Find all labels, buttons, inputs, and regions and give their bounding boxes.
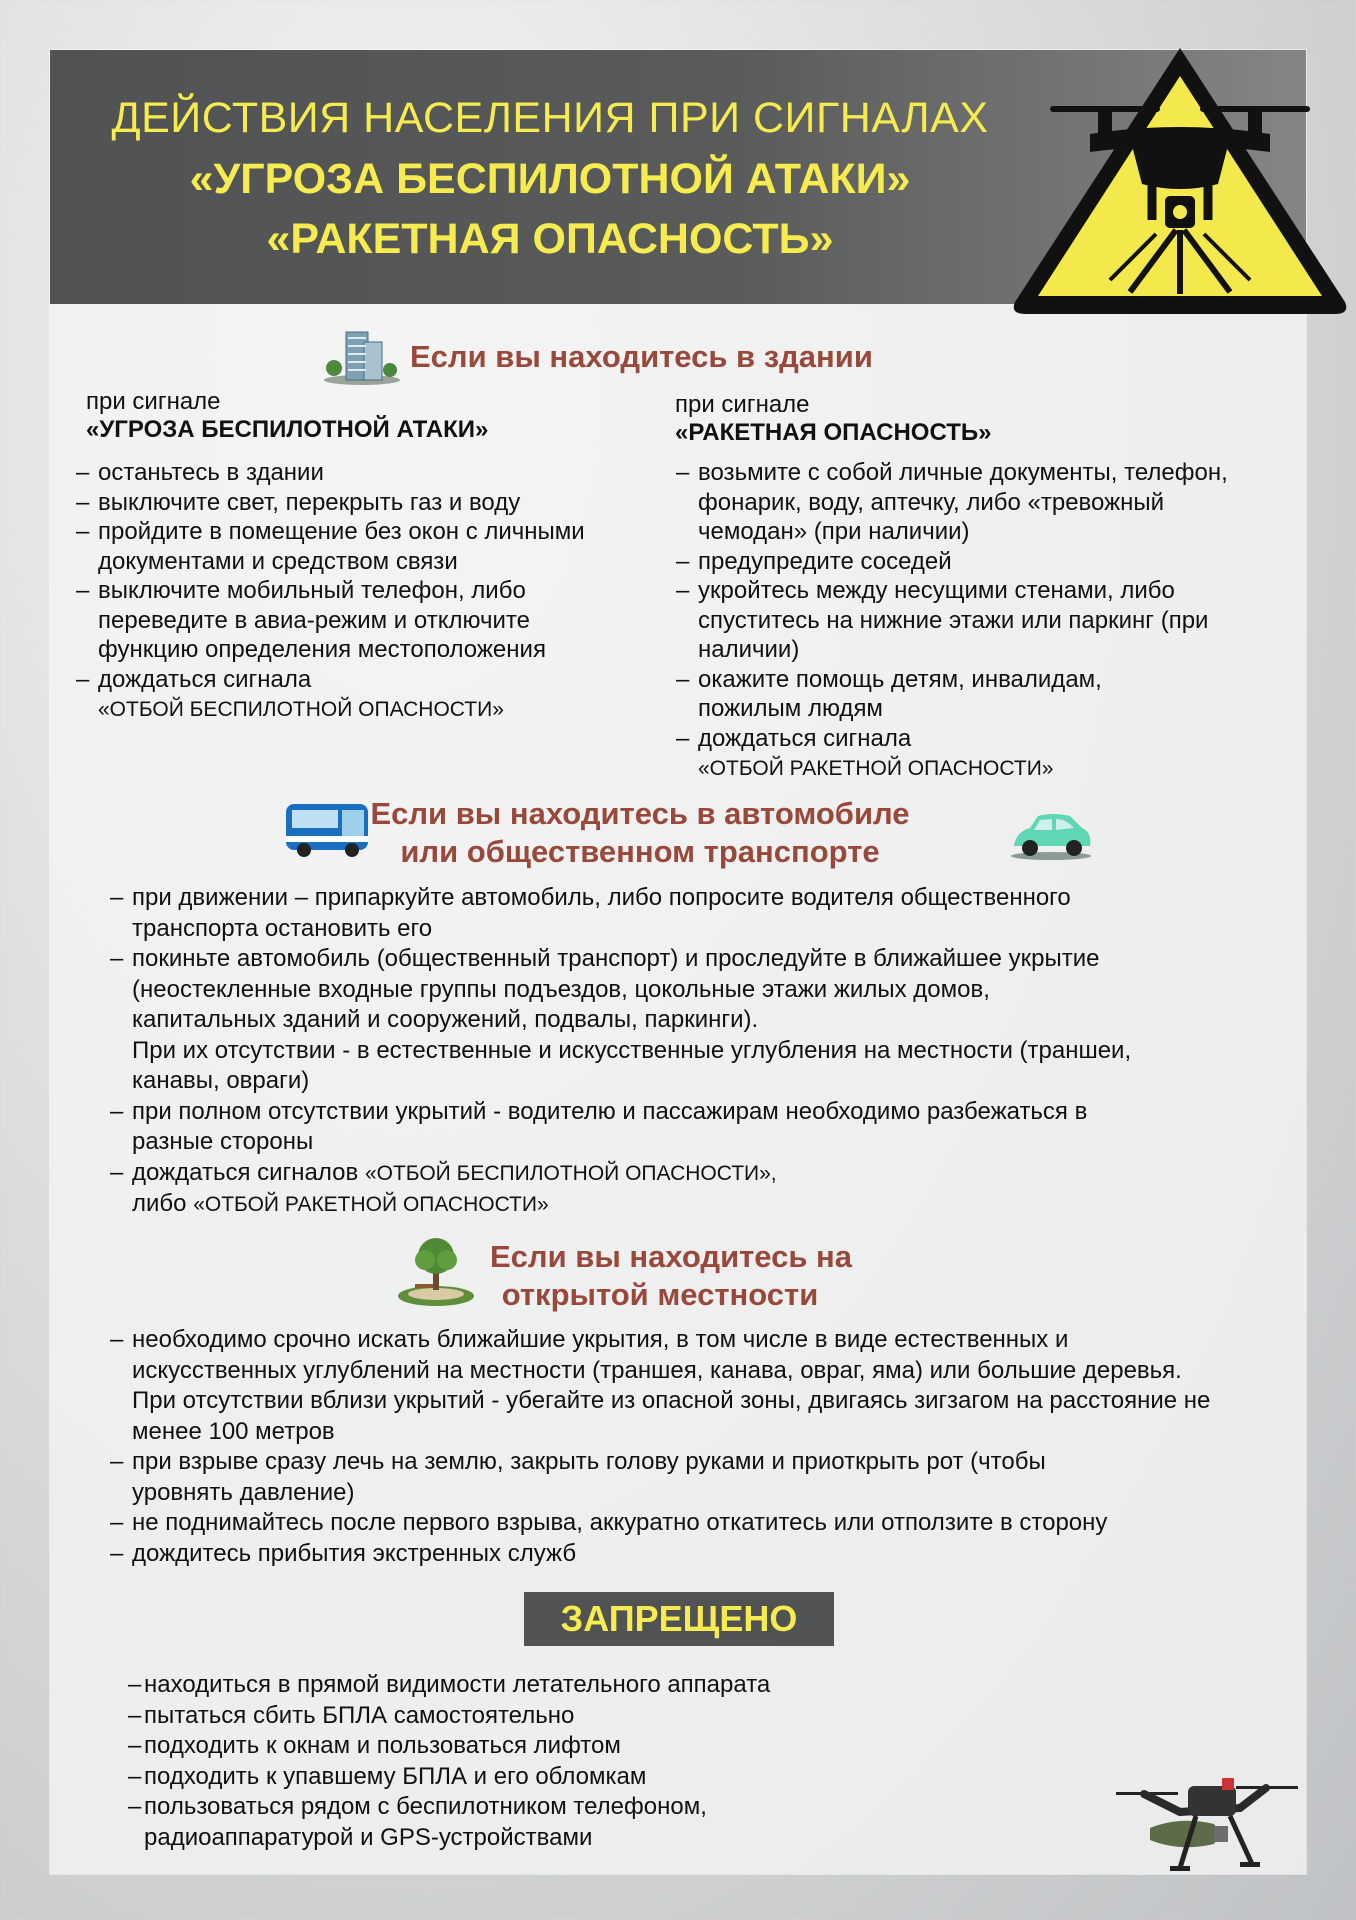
list-item: – останьтесь в здании (76, 458, 656, 488)
all-clear-missile-signal: «ОТБОЙ РАКЕТНОЙ ОПАСНОСТИ» (698, 757, 1054, 780)
header-line-3: «РАКЕТНАЯ ОПАСНОСТЬ» (266, 215, 834, 263)
right-signal-prefix: при сигнале (675, 391, 810, 418)
wait-signals-text: дождаться сигналов (132, 1158, 359, 1186)
list-item (110, 944, 1132, 1097)
all-clear-missile-signal: «ОТБОЙ РАКЕТНОЙ ОПАСНОСТИ» (193, 1193, 549, 1216)
right-signal-name: «РАКЕТНАЯ ОПАСНОСТЬ» (675, 419, 992, 446)
list-item: – дождитесь прибытия экстренных служб (110, 1539, 1250, 1570)
list-item: – не поднимайтесь после первого взрыва, аккуратно откатитесь или отползите в сторону (110, 1508, 1250, 1539)
car-icon (1008, 810, 1094, 862)
poster (50, 50, 1306, 1874)
left-signal-name: «УГРОЗА БЕСПИЛОТНОЙ АТАКИ» (86, 416, 489, 443)
building-left-list (76, 458, 656, 725)
forbidden-list (128, 1670, 858, 1853)
list-item: – находиться в прямой видимости летательного аппарата (128, 1670, 858, 1701)
forbidden-badge: ЗАПРЕЩЕНО (524, 1592, 834, 1646)
wait-signal-text: дождаться сигнала (698, 724, 912, 752)
list-item: – пройдите в помещение без окон с личными документами и средством связи (76, 517, 638, 576)
section-title-vehicle (370, 795, 910, 871)
left-signal-prefix: при сигнале (86, 388, 221, 415)
all-clear-drone-signal: «ОТБОЙ БЕСПИЛОТНОЙ ОПАСНОСТИ», (364, 1161, 777, 1185)
list-item: – укройтесь между несущими стенами, либо спуститесь на нижние этажи или паркинг (при наличии) (676, 576, 1238, 665)
or-text: либо (132, 1190, 187, 1217)
list-item: – при взрыве сразу лечь на землю, закрыть голову руками и приоткрыть рот (чтобы уровнять давление) (110, 1447, 1102, 1508)
list-item: – возьмите с собой личные документы, телефон, фонарик, воду, аптечку, либо «тревожный чемодан» (при наличии) (676, 458, 1268, 547)
list-item: – пытаться сбить БПЛА самостоятельно (128, 1701, 858, 1732)
list-item: – подходить к упавшему БПЛА и его обломкам (128, 1762, 858, 1793)
vehicle-item-2-extra: При их отсутствии - в естественные и искусственные углубления на местности (траншеи, канавы, овраги) (132, 1036, 1132, 1094)
list-item (676, 724, 1286, 784)
list-item (110, 1158, 1250, 1221)
list-item: – при движении – припаркуйте автомобиль, либо попросите водителя общественного транспорта остановить его (110, 883, 1132, 944)
list-item: – подходить к окнам и пользоваться лифтом (128, 1731, 858, 1762)
bus-icon (282, 798, 374, 860)
header-line-2: «УГРОЗА БЕСПИЛОТНОЙ АТАКИ» (189, 155, 911, 203)
section-title-building: Если вы находитесь в здании (410, 339, 873, 374)
list-item: – предупредите соседей (676, 547, 1286, 577)
section-title-open-area (490, 1238, 853, 1314)
open-area-title-line-2: открытой местности (501, 1277, 819, 1312)
drone-warning-sign-icon (980, 34, 1356, 334)
open-area-title-line-1: Если вы находитесь на (490, 1239, 853, 1274)
open-area-list (110, 1325, 1250, 1569)
right-signal-label (675, 391, 991, 447)
list-item: – выключите свет, перекрыть газ и воду (76, 488, 656, 518)
list-item: – окажите помощь детям, инвалидам, пожилым людям (676, 665, 1178, 724)
all-clear-drone-signal: «ОТБОЙ БЕСПИЛОТНОЙ ОПАСНОСТИ» (98, 698, 504, 721)
list-item: – пользоваться рядом с беспилотником телефоном, радиоаппаратурой и GPS-устройствами (128, 1792, 794, 1853)
list-item: – при полном отсутствии укрытий - водителю и пассажирам необходимо разбежаться в разные стороны (110, 1097, 1092, 1158)
header-line-1: ДЕЙСТВИЯ НАСЕЛЕНИЯ ПРИ СИГНАЛАХ (111, 94, 989, 142)
building-right-list (676, 458, 1286, 784)
armed-drone-icon (1110, 1772, 1306, 1874)
wait-signal-text: дождаться сигнала (98, 665, 312, 693)
list-item: – выключите мобильный телефон, либо переведите в авиа-режим и отключите функцию определения местоположения (76, 576, 618, 665)
list-item (76, 665, 656, 725)
left-signal-label (86, 388, 488, 444)
vehicle-title-line-1: Если вы находитесь в автомобиле (370, 796, 910, 831)
vehicle-title-line-2: или общественном транспорте (400, 834, 880, 869)
building-icon (322, 324, 402, 386)
vehicle-list (110, 883, 1250, 1221)
list-item: – необходимо срочно искать ближайшие укрытия, в том числе в виде естественных и искусственных углублений на местности (траншея, канава, овраг, яма) или большие деревья. При отсутствии вблизи укрытий - убегайте из опасной зоны, двигаясь зигзагом на расстояние не менее 100 метров (110, 1325, 1232, 1447)
park-icon (395, 1234, 477, 1308)
vehicle-item-2-text: покиньте автомобиль (общественный транспорт) и проследуйте в ближайшее укрытие (неостекленные входные группы подъездов, цокольные этажи жилых домов, капитальных зданий и сооружений, подвалы, паркинги). (132, 945, 1100, 1033)
